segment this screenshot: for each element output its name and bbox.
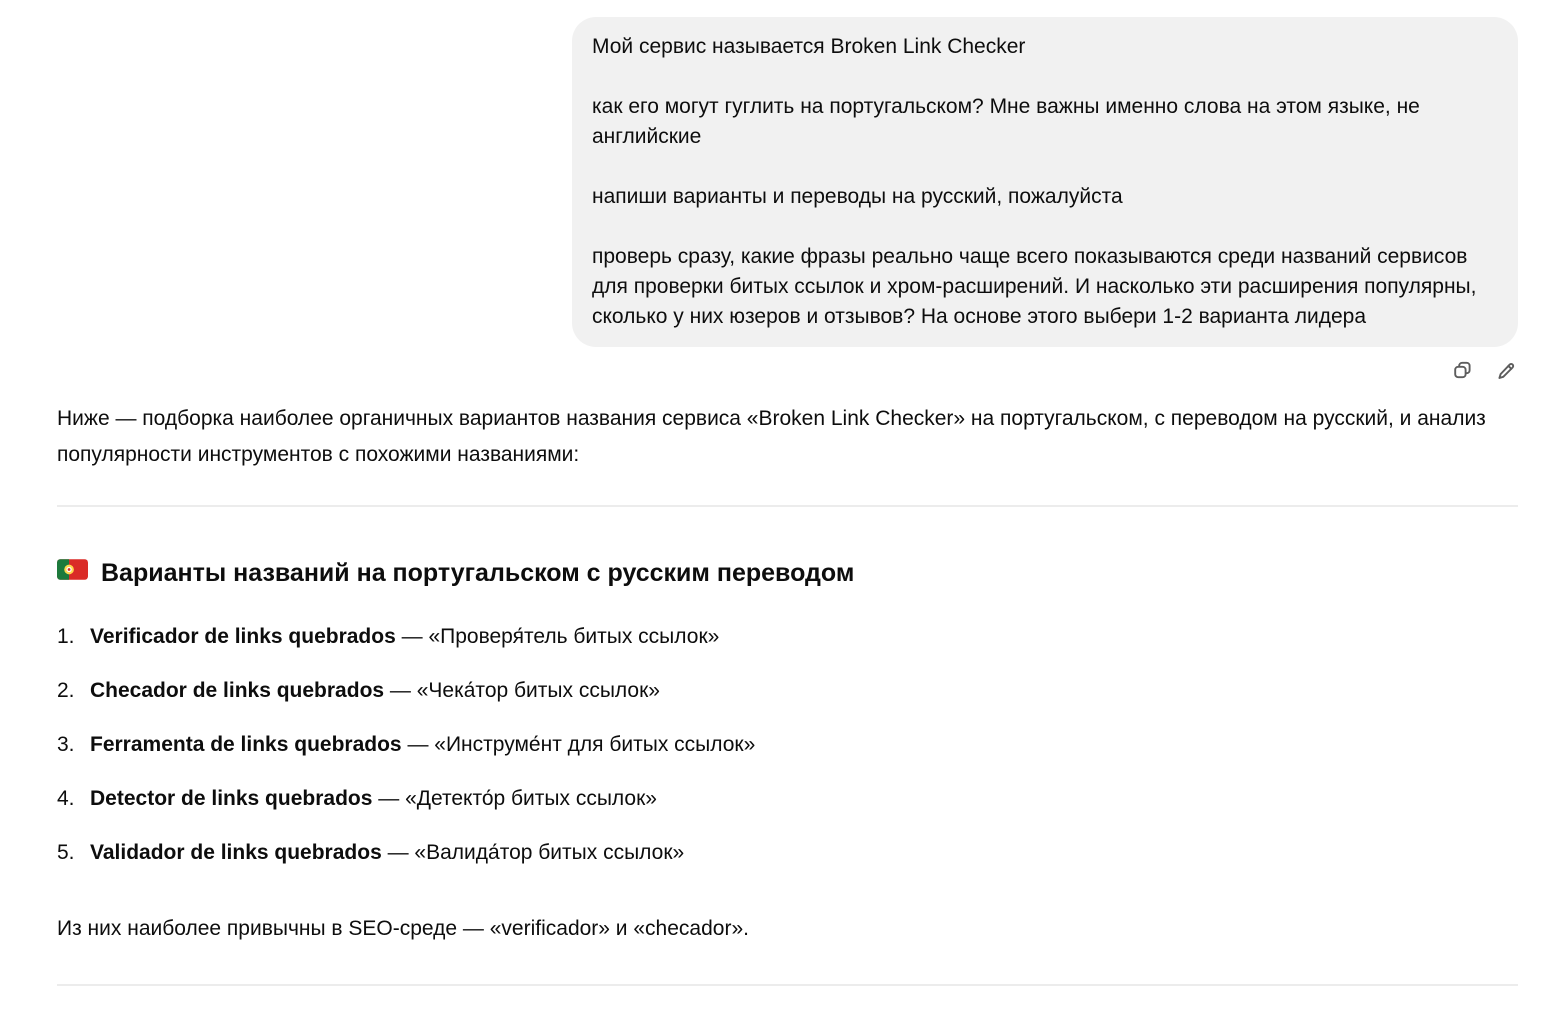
list-item-text [90, 730, 755, 759]
copy-button[interactable] [1450, 358, 1474, 382]
name-variants-list [57, 622, 1518, 867]
user-message-paragraph: проверь сразу, какие фразы реально чаще всего показываются среди названий сервисов для проверки битых ссылок и хром-расширений. И насколько эти расширения популярны, сколько у них юзеров и отзывов? На основе этого выбери 1-2 варианта лидера [592, 245, 1477, 328]
portuguese-name: Validador de links quebrados [90, 841, 382, 864]
portuguese-name: Checador de links quebrados [90, 679, 385, 702]
edit-icon [1496, 360, 1517, 381]
list-item [57, 838, 1518, 867]
separator-dash: — [372, 787, 406, 810]
assistant-intro-text: Ниже — подборка наиболее органичных вариантов названия сервиса «Broken Link Checker» на португальском, с переводом на русский, и анализ популярности инструментов с похожими названиями: [57, 407, 1486, 466]
bottom-divider [57, 984, 1518, 986]
list-item [57, 622, 1518, 651]
section-heading [57, 557, 1518, 589]
list-item-text [90, 622, 719, 651]
list-item [57, 784, 1518, 813]
separator-dash: — [381, 841, 415, 864]
list-item-number: 1. [57, 625, 75, 648]
user-message-paragraph: как его могут гуглить на португальском? Мне важны именно слова на этом языке, не английские [592, 95, 1420, 148]
user-message-paragraph: напиши варианты и переводы на русский, пожалуйста [592, 185, 1123, 208]
portugal-flag-icon [57, 557, 88, 589]
portuguese-name: Ferramenta de links quebrados [90, 733, 402, 756]
russian-translation: «Проверя́тель битых ссылок» [428, 625, 720, 648]
user-message-bubble [572, 17, 1518, 347]
message-actions [57, 358, 1518, 382]
list-item [57, 730, 1518, 759]
russian-translation: «Валида́тор битых ссылок» [414, 841, 685, 864]
list-item-text [90, 838, 684, 867]
conversation-column [57, 0, 1518, 986]
separator-dash: — [395, 625, 429, 648]
russian-translation: «Чека́тор битых ссылок» [416, 679, 660, 702]
user-message-paragraph: Мой сервис называется Broken Link Checker [592, 35, 1026, 58]
list-item-number: 3. [57, 733, 75, 756]
list-item-text [90, 784, 657, 813]
portuguese-name: Verificador de links quebrados [90, 625, 396, 648]
separator-dash: — [401, 733, 435, 756]
user-message-row [57, 17, 1518, 347]
list-item-number: 2. [57, 679, 75, 702]
section-heading-text: Варианты названий на португальском с русским переводом [101, 559, 855, 587]
portuguese-name: Detector de links quebrados [90, 787, 373, 810]
list-item-text [90, 676, 660, 705]
russian-translation: «Инструме́нт для битых ссылок» [434, 733, 756, 756]
list-item [57, 676, 1518, 705]
list-item-number: 5. [57, 841, 75, 864]
list-item-number: 4. [57, 787, 75, 810]
russian-translation: «Детекто́р битых ссылок» [405, 787, 657, 810]
separator-dash: — [384, 679, 417, 702]
edit-button[interactable] [1494, 358, 1518, 382]
seo-note-text: Из них наиболее привычны в SEO-среде — «verificador» и «checador». [57, 917, 749, 940]
section-divider [57, 505, 1518, 507]
copy-icon [1452, 360, 1473, 381]
